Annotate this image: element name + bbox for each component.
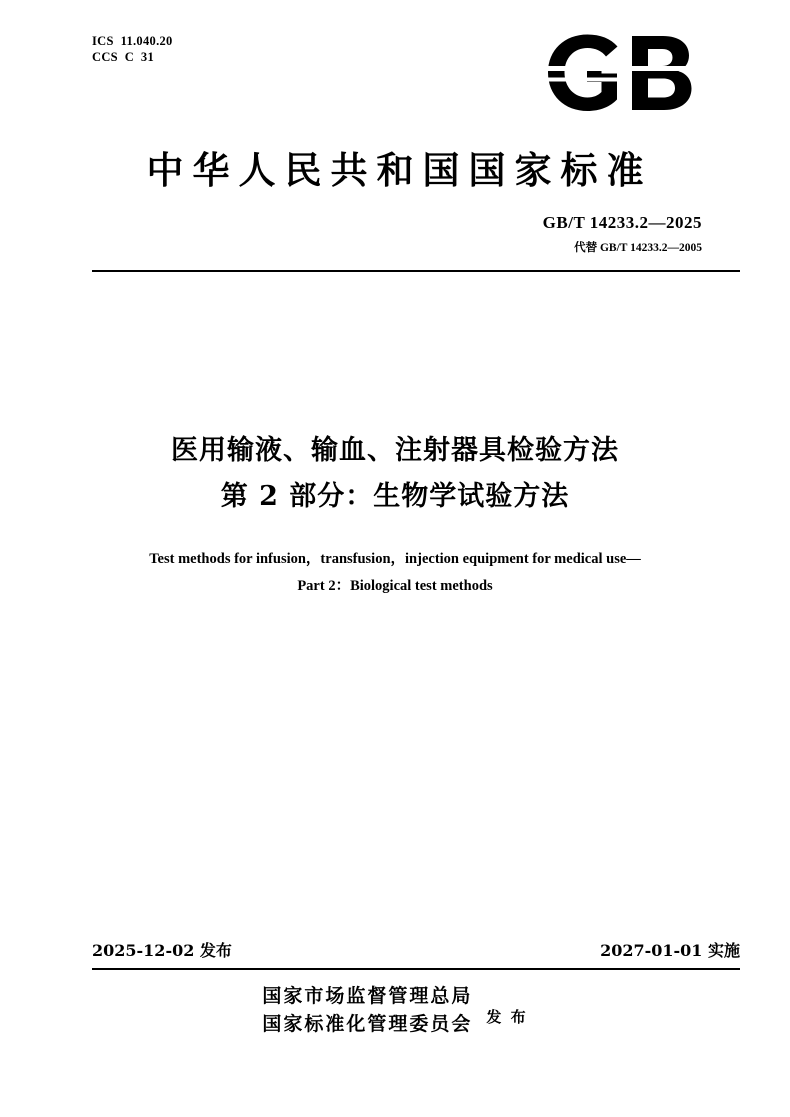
- national-standard-heading: 中华人民共和国国家标准: [146, 148, 653, 192]
- document-title-en-line2: Part 2：Biological test methods: [297, 578, 493, 594]
- footer-divider: [92, 968, 740, 970]
- standard-number-block: [543, 213, 702, 255]
- document-title-cn-line1: 医用输液、输血、注射器具检验方法: [171, 435, 619, 466]
- document-title-en-line1: Test methods for infusion，transfusion，injection equipment for medical use—: [149, 551, 641, 567]
- publisher-line-2: 国家标准化管理委员会: [262, 1013, 473, 1035]
- header-divider: [92, 270, 740, 272]
- publisher-names: [262, 982, 472, 1038]
- date-row: [92, 938, 740, 962]
- document-title-cn: [0, 428, 790, 520]
- document-title-cn-line2: 第 2 部分：生物学试验方法: [220, 481, 570, 512]
- publisher-block: [0, 982, 790, 1038]
- issue-date: 2025-12-02 发布: [92, 941, 232, 960]
- publish-word: 发 布: [486, 1007, 528, 1026]
- classification-codes: [92, 33, 173, 65]
- publisher-line-1: 国家市场监督管理总局: [262, 985, 473, 1007]
- standard-number: GB/T 14233.2—2025: [542, 213, 702, 232]
- replaces-note: 代替 GB/T 14233.2—2005: [574, 242, 702, 254]
- ics-code: ICS 11.040.20: [92, 34, 173, 48]
- publisher-inner: [262, 982, 527, 1038]
- effective-date: 2027-01-01 实施: [600, 941, 740, 960]
- ccs-code: CCS C 31: [92, 50, 155, 64]
- document-title-en: [0, 546, 790, 600]
- gb-logo-icon: [542, 30, 702, 116]
